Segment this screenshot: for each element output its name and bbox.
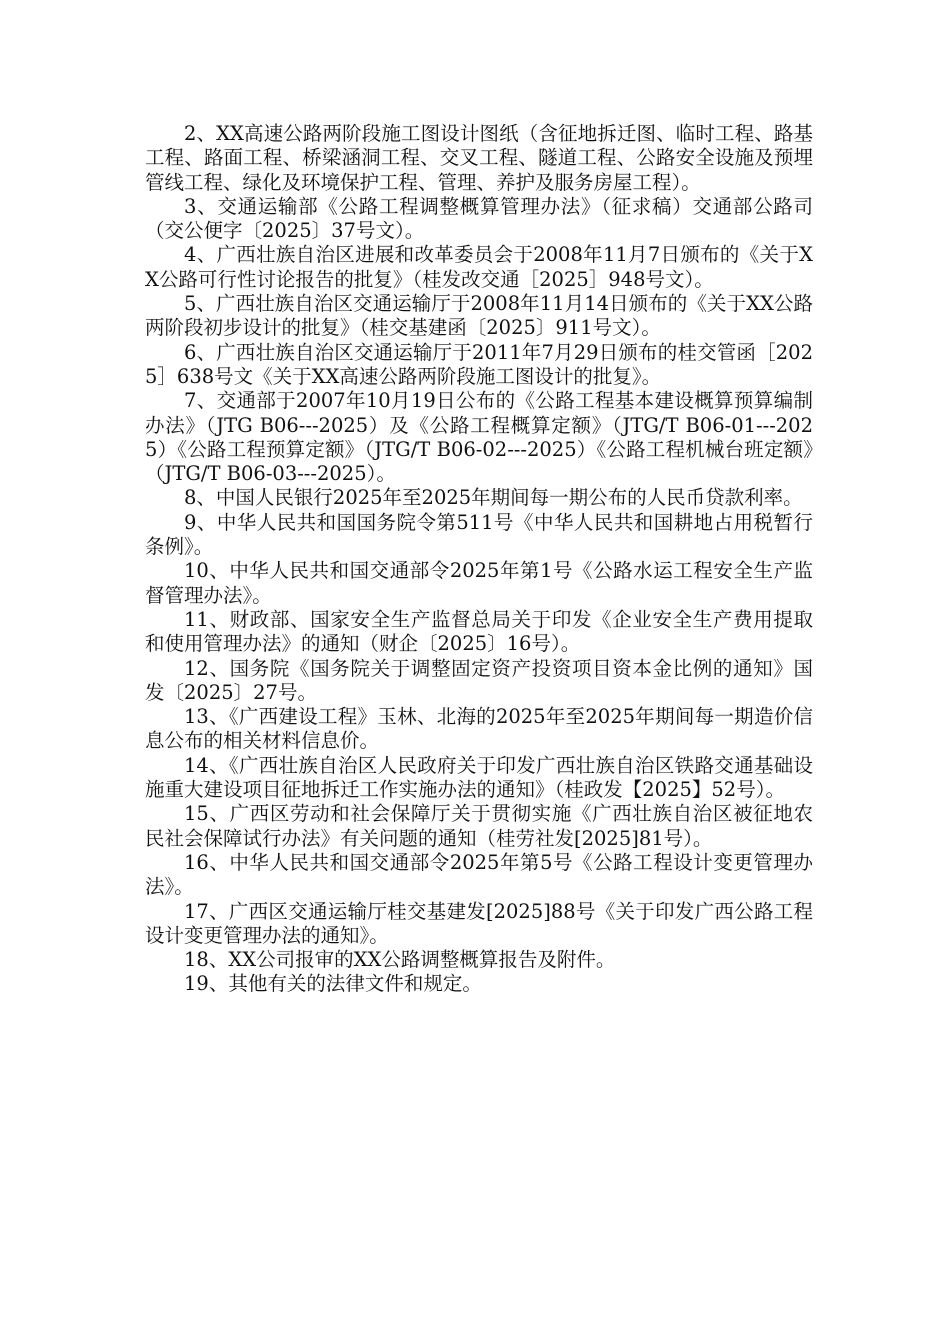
- reference-item-9: 9、中华人民共和国国务院令第511号《中华人民共和国耕地占用税暂行条例》。: [145, 510, 813, 559]
- reference-item-18: 18、XX公司报审的XX公路调整概算报告及附件。: [184, 948, 616, 972]
- reference-item-3: 3、交通运输部《公路工程调整概算管理办法》（征求稿）交通部公路司（交公便字〔2025〕37号文）。: [145, 194, 813, 243]
- reference-item-4: 4、广西壮族自治区进展和改革委员会于2008年11月7日颁布的《关于XX公路可行性讨论报告的批复》（桂发改交通［2025］948号文）。: [145, 243, 813, 291]
- reference-item-15: 15、广西区劳动和社会保障厅关于贯彻实施《广西壮族自治区被征地农民社会保障试行办法》有关问题的通知（桂劳社发[2025]81号）。: [145, 802, 813, 850]
- reference-item-10: 10、中华人民共和国交通部令2025年第1号《公路水运工程安全生产监督管理办法》。: [145, 559, 813, 607]
- reference-item-5: 5、广西壮族自治区交通运输厅于2008年11月14日颁布的《关于XX公路两阶段初步设计的批复》（桂交基建函〔2025〕911号文）。: [145, 292, 813, 340]
- reference-item-12: 12、国务院《国务院关于调整固定资产投资项目资本金比例的通知》国发〔2025〕27号。: [145, 656, 813, 704]
- reference-item-17: 17、广西区交通运输厅桂交基建发[2025]88号《关于印发广西公路工程设计变更管理办法的通知》。: [145, 899, 813, 947]
- document-body: [145, 122, 813, 997]
- reference-item-19: 19、其他有关的法律文件和规定。: [184, 972, 482, 996]
- reference-item-11: 11、财政部、国家安全生产监督总局关于印发《企业安全生产费用提取和使用管理办法》的通知（财企〔2025〕16号）。: [145, 607, 813, 656]
- reference-item-6: 6、广西壮族自治区交通运输厅于2011年7月29日颁布的桂交管函［2025］638号文《关于XX高速公路两阶段施工图设计的批复》。: [145, 340, 813, 388]
- reference-item-13: 13、《广西建设工程》玉林、北海的2025年至2025年期间每一期造价信息公布的相关材料信息价。: [145, 705, 813, 753]
- reference-item-16: 16、中华人民共和国交通部令2025年第5号《公路工程设计变更管理办法》。: [145, 850, 813, 899]
- reference-item-14: 14、《广西壮族自治区人民政府关于印发广西壮族自治区铁路交通基础设施重大建设项目征地拆迁工作实施办法的通知》（桂政发【2025】52号）。: [145, 753, 813, 802]
- reference-item-2: 2、XX高速公路两阶段施工图设计图纸（含征地拆迁图、临时工程、路基工程、路面工程、桥梁涵洞工程、交叉工程、隧道工程、公路安全设施及预埋管线工程、绿化及环境保护工程、管理、养护及服务房屋工程）。: [145, 122, 813, 194]
- reference-item-8: 8、中国人民银行2025年至2025年期间每一期公布的人民币贷款利率。: [184, 486, 803, 510]
- reference-item-7: 7、交通部于2007年10月19日公布的《公路工程基本建设概算预算编制办法》（JTG B06---2025）及《公路工程概算定额》（JTG/T B06-01---2025）《公路工程预算定额》（JTG/T B06-02---2025）《公路工程机械台班定额》（JTG/T B06-03---2025）。: [145, 389, 813, 486]
